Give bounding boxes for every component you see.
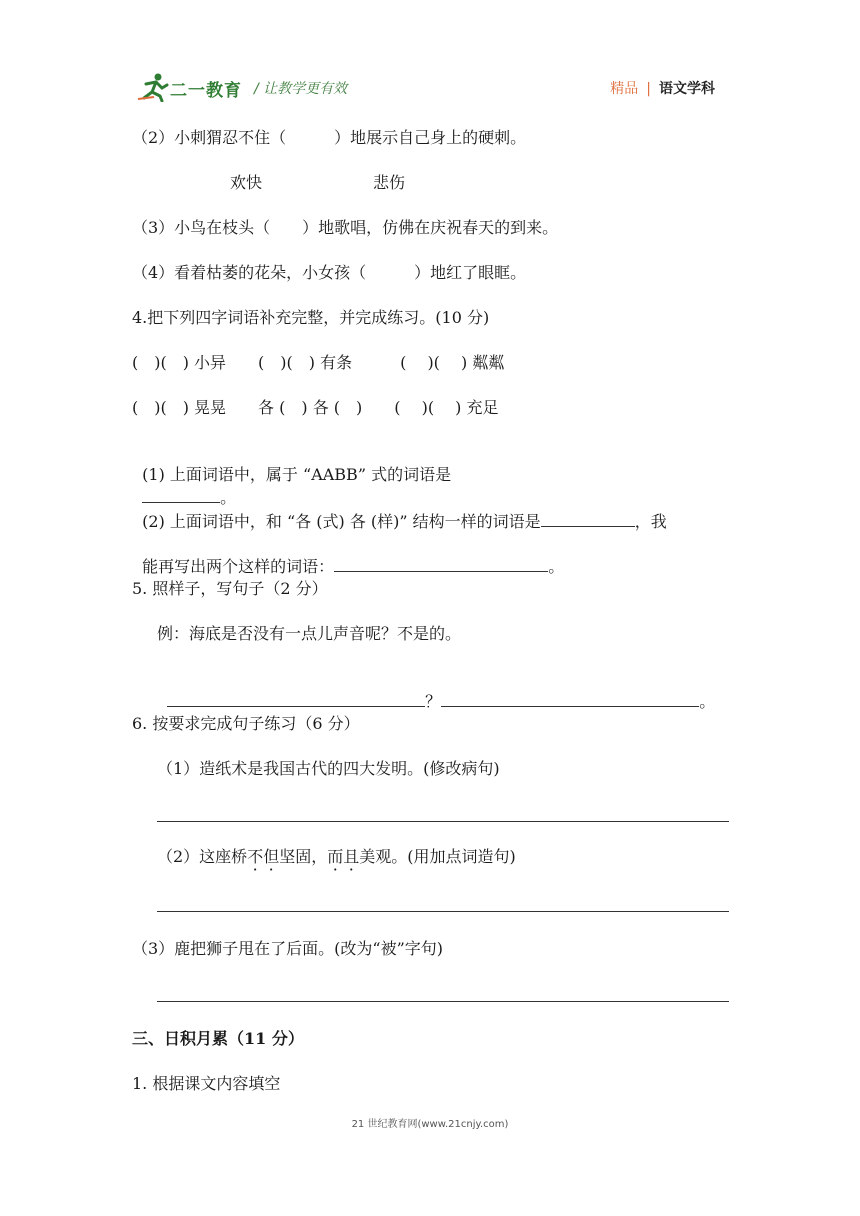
page-footer: 21 世纪教育网(www.21cnjy.com) [351, 1119, 509, 1130]
question-4-2-end: ，我 [634, 512, 667, 531]
answer-line[interactable] [157, 1001, 729, 1002]
question-6-2-part-c: 坚固， [279, 847, 328, 866]
jingpin-tag: 精品 [610, 81, 639, 97]
question-4-1-end: 。 [220, 488, 237, 507]
word-option-sad: 悲伤 [373, 173, 406, 192]
question-3-4: （4）看着枯萎的花朵，小女孩（ ）地红了眼眶。 [132, 263, 527, 282]
question-4-row-1: ( )( ) 小异 ( )( ) 有条 ( )( ) 粼粼 [132, 353, 505, 372]
question-4-row-2: ( )( ) 晃晃 各 ( ) 各 ( ) ( )( ) 充足 [132, 398, 499, 417]
question-5-end: 。 [699, 692, 716, 711]
dotted-char: 不 [247, 847, 264, 866]
subject-tag: 语文学科 [659, 81, 715, 97]
question-4-2b-end: 。 [548, 557, 565, 576]
question-4-2-text: (2) 上面词语中，和 “各 (式) 各 (样)” 结构一样的词语是 [142, 512, 541, 531]
question-5-mid: ？ [425, 692, 442, 711]
question-4-2b-text: 能再写出两个这样的词语： [142, 557, 335, 576]
question-6-1: （1）造纸术是我国古代的四大发明。(修改病句) [157, 759, 500, 778]
header-separator: | [646, 81, 651, 97]
word-option-happy: 欢快 [230, 173, 263, 192]
question-6-3: （3）鹿把狮子甩在了后面。(改为“被”字句) [132, 939, 444, 958]
answer-blank[interactable] [334, 555, 548, 572]
question-4-1-text: (1) 上面词语中，属于 “AABB” 式的词语是 [142, 465, 452, 484]
question-5-example: 例：海底是否没有一点儿声音呢？不是的。 [157, 624, 462, 643]
answer-line[interactable] [157, 911, 729, 912]
logo [136, 72, 256, 104]
answer-line[interactable] [157, 821, 729, 822]
answer-blank[interactable] [441, 690, 699, 707]
question-3-2: （2）小刺猬忍不住（ ）地展示自己身上的硬刺。 [132, 128, 527, 147]
question-4-2-continued [132, 533, 564, 578]
header-tags [610, 78, 715, 98]
running-man-icon [136, 72, 172, 102]
question-4-title: 4.把下列四字词语补充完整，并完成练习。(10 分) [132, 308, 490, 327]
question-3-3: （3）小鸟在枝头（ ）地歌唱，仿佛在庆祝春天的到来。 [132, 218, 559, 237]
page-header [136, 72, 731, 104]
question-6-2-part-e: 美观。(用加点词造句) [359, 847, 516, 866]
dotted-char: 且 [343, 847, 360, 866]
question-6-2 [157, 846, 516, 868]
question-5-answer [157, 668, 715, 713]
logo-text: 二一教育 [170, 81, 242, 101]
dotted-char: 但 [263, 847, 280, 866]
question-6-2-part-a: （2）这座桥 [157, 847, 248, 866]
dotted-char: 而 [327, 847, 344, 866]
answer-blank[interactable] [167, 690, 425, 707]
section-3-title: 三、日积月累（11 分） [132, 1029, 304, 1048]
answer-blank[interactable] [541, 510, 635, 527]
question-5-title: 5. 照样子，写句子（2 分） [132, 579, 328, 598]
slogan: / 让教学更有效 [254, 81, 348, 97]
question-4-2 [132, 488, 667, 533]
question-6-title: 6. 按要求完成句子练习（6 分） [132, 714, 360, 733]
section-3-question-1: 1. 根据课文内容填空 [132, 1074, 281, 1093]
